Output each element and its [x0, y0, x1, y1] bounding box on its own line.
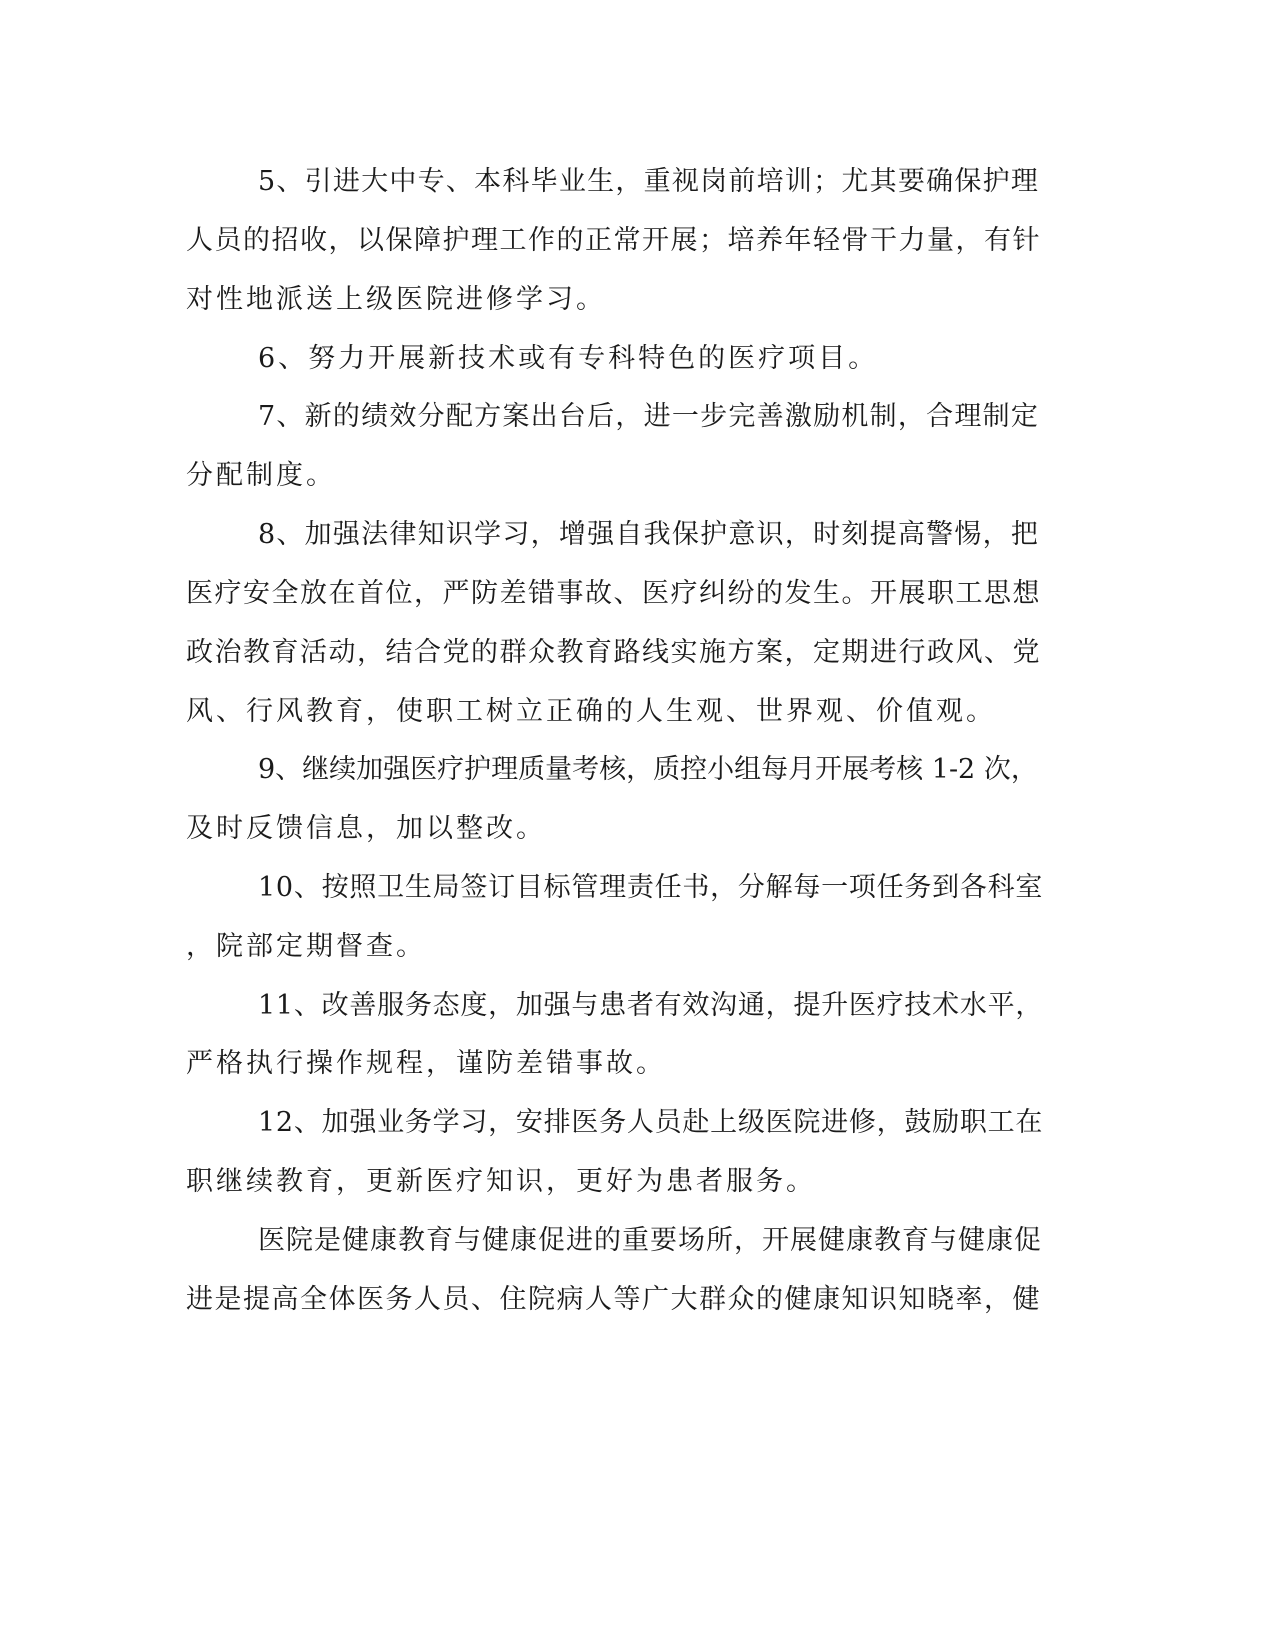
- text-line: 职继续教育，更新医疗知识，更好为患者服务。: [186, 1166, 816, 1197]
- text-line: 分配制度。: [186, 460, 336, 491]
- text-line: 6、努力开展新技术或有专科特色的医疗项目。: [258, 343, 879, 374]
- text-line: 进是提高全体医务人员、住院病人等广大群众的健康知识知晓率，健: [186, 1284, 1041, 1315]
- text-line: 风、行风教育，使职工树立正确的人生观、世界观、价值观。: [186, 696, 996, 727]
- text-line: 对性地派送上级医院进修学习。: [186, 284, 606, 315]
- text-line: 及时反馈信息，加以整改。: [186, 813, 546, 844]
- text-line: 11、改善服务态度，加强与患者有效沟通，提升医疗技术水平，: [258, 990, 1044, 1021]
- text-line: 政治教育活动，结合党的群众教育路线实施方案，定期进行政风、党: [186, 637, 1041, 668]
- text-line: 严格执行操作规程，谨防差错事故。: [186, 1048, 666, 1079]
- text-line: 人员的招收，以保障护理工作的正常开展；培养年轻骨干力量，有针: [186, 225, 1041, 256]
- text-line: 5、引进大中专、本科毕业生，重视岗前培训；尤其要确保护理: [258, 166, 1040, 197]
- text-line: ，院部定期督查。: [186, 931, 426, 962]
- text-line: 医疗安全放在首位，严防差错事故、医疗纠纷的发生。开展职工思想: [186, 578, 1041, 609]
- text-line: 8、加强法律知识学习，增强自我保护意识，时刻提高警惕，把: [258, 519, 1040, 550]
- text-line: 12、加强业务学习，安排医务人员赴上级医院进修，鼓励职工在: [258, 1107, 1044, 1138]
- text-line: 10、按照卫生局签订目标管理责任书，分解每一项任务到各科室: [258, 872, 1044, 903]
- text-line: 9、继续加强医疗护理质量考核，质控小组每月开展考核 1-2 次，: [258, 754, 1038, 785]
- text-line: 医院是健康教育与健康促进的重要场所，开展健康教育与健康促: [258, 1225, 1042, 1256]
- text-line: 7、新的绩效分配方案出台后，进一步完善激励机制，合理制定: [258, 401, 1040, 432]
